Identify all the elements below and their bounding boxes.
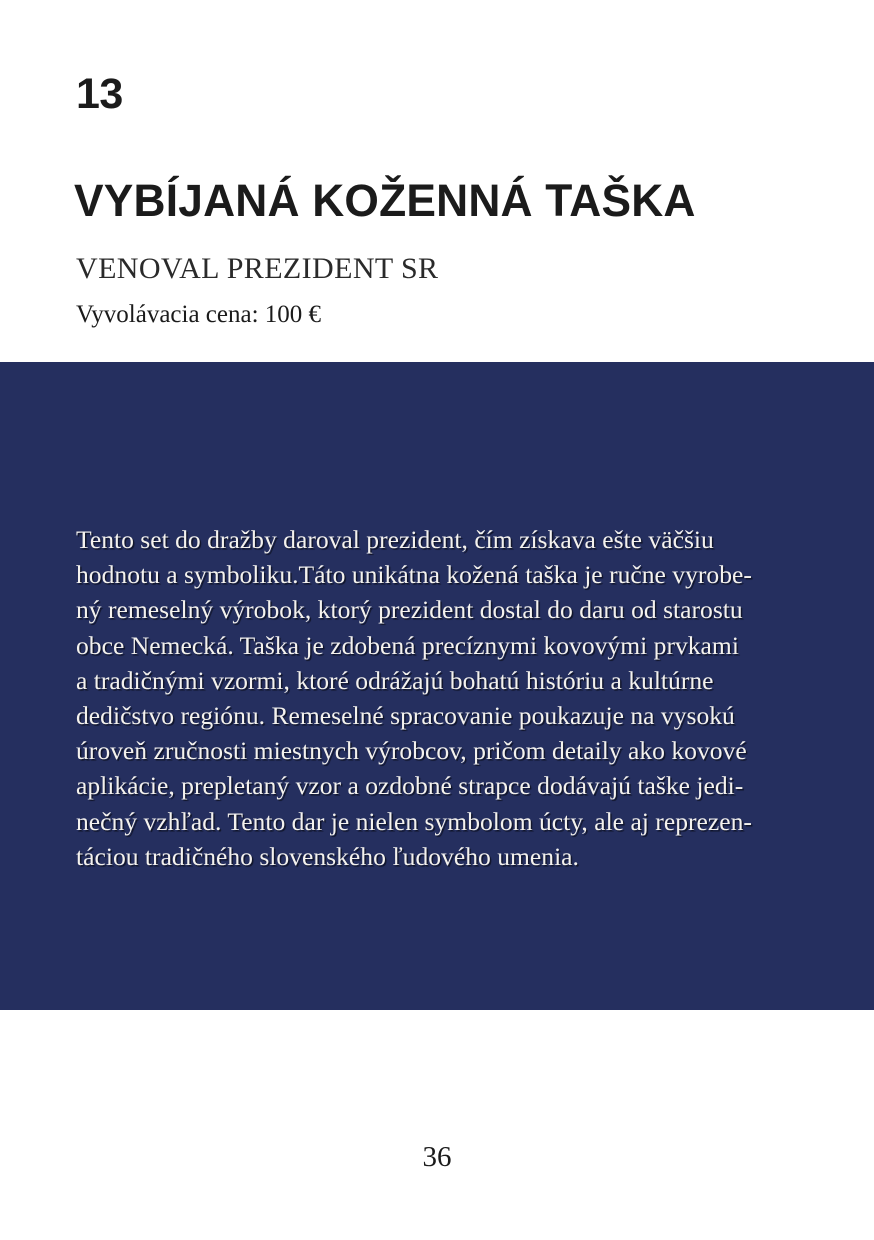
- description-line: a tradičnými vzormi, ktoré odrážajú bohatú históriu a kultúrne: [76, 665, 714, 695]
- description-line: hodnotu a symboliku.Táto unikátna kožená taška je ručne vyrobe-: [76, 560, 752, 590]
- description-line: táciou tradičného slovenského ľudového umenia.: [76, 841, 579, 871]
- page-title: VYBÍJANÁ KOŽENNÁ TAŠKA: [74, 175, 696, 227]
- lot-header: [0, 0, 874, 362]
- lot-description: [76, 522, 798, 874]
- starting-price: Vyvolávacia cena: 100 €: [76, 301, 322, 328]
- lot-donor-subtitle: VENOVAL PREZIDENT SR: [76, 251, 439, 285]
- lot-number: 13: [76, 70, 123, 118]
- description-line: aplikácie, prepletaný vzor a ozdobné strapce dodávajú taške jedi-: [76, 771, 744, 801]
- description-panel: [0, 362, 874, 1010]
- description-line: obce Nemecká. Taška je zdobená precíznymi kovovými prvkami: [76, 630, 739, 660]
- page-number: 36: [422, 1141, 452, 1173]
- page-footer: [0, 1010, 874, 1240]
- description-line: Tento set do dražby daroval prezident, čím získava ešte väčšiu: [76, 525, 714, 554]
- description-line: nečný vzhľad. Tento dar je nielen symbolom úcty, ale aj reprezen-: [76, 806, 752, 836]
- description-line: ný remeselný výrobok, ktorý prezident dostal do daru od starostu: [76, 595, 743, 625]
- description-line: dedičstvo regiónu. Remeselné spracovanie poukazuje na vysokú: [76, 701, 735, 731]
- description-line: úroveň zručnosti miestnych výrobcov, pričom detaily ako kovové: [76, 736, 747, 766]
